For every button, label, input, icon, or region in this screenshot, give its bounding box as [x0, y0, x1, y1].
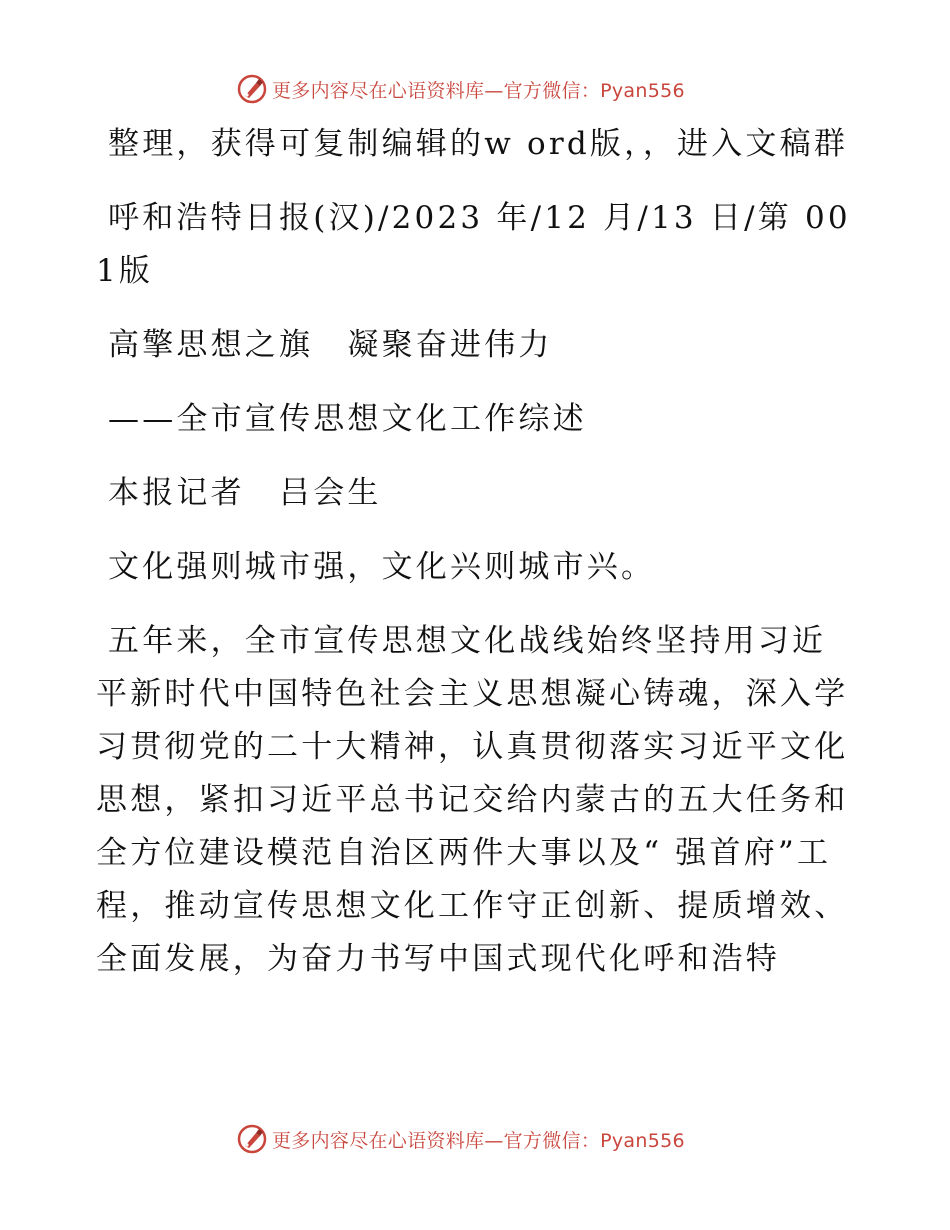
pen-seal-icon — [236, 73, 268, 105]
watermark-wechat: 官方微信：Pyan556 — [503, 1129, 685, 1152]
article-title: 高擎思想之旗 凝聚奋进伟力 — [108, 327, 553, 363]
watermark-dash: — — [484, 1129, 504, 1152]
footer-watermark-banner — [236, 1122, 685, 1156]
watermark-main: 更多内容尽在心语资料库 — [272, 79, 485, 102]
watermark-main: 更多内容尽在心语资料库 — [272, 1129, 485, 1152]
article-subtitle: ——全市宣传思想文化工作综述 — [108, 401, 587, 437]
intro-note: 整理，获得可复制编辑的w ord版，，进入文稿群 — [108, 126, 849, 162]
header-watermark-banner — [236, 72, 685, 106]
byline: 本报记者 吕会生 — [108, 475, 382, 511]
watermark-text — [272, 1126, 685, 1153]
watermark-dash: — — [484, 79, 504, 102]
lead-paragraph: 文化强则城市强，文化兴则城市兴。 — [108, 549, 656, 585]
body-paragraph: 五年来，全市宣传思想文化战线始终坚持用习近平新时代中国特色社会主义思想凝心铸魂，深入学习贯彻党的二十大精神，认真贯彻落实习近平文化思想，紧扣习近平总书记交给内蒙古的五大任务和全方位建设模范自治区两件大事以及“ 强首府”工程，推动宣传思想文化工作守正创新、提质增效、全面发展，为奋力书写中国式现代化呼和浩特 — [96, 623, 849, 977]
source-line: 呼和浩特日报(汉)/2023 年/12 月/13 日/第 001版 — [96, 200, 851, 289]
pen-seal-icon — [236, 1123, 268, 1155]
document-body — [96, 118, 856, 1007]
watermark-text — [272, 76, 685, 103]
watermark-wechat: 官方微信：Pyan556 — [503, 79, 685, 102]
